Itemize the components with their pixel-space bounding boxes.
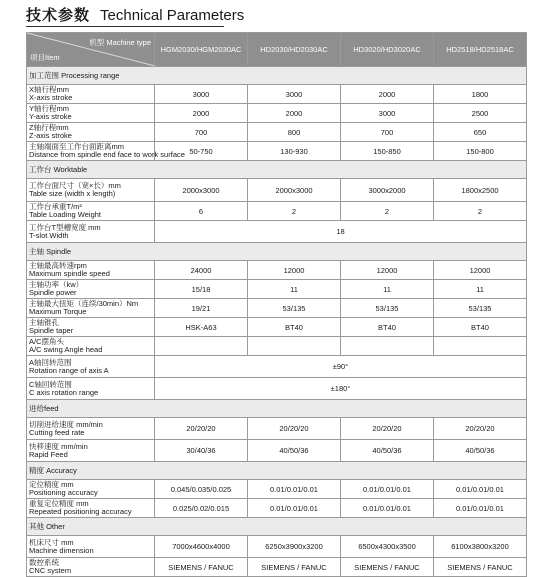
spec-value: 0.01/0.01/0.01 <box>248 480 341 499</box>
spec-value: 30/40/36 <box>155 440 248 462</box>
spec-value: 2 <box>434 202 527 221</box>
spec-value <box>434 337 527 356</box>
section-title: 进给feed <box>27 400 527 418</box>
spec-label-en: C axis rotation range <box>29 387 99 397</box>
spec-label <box>27 480 155 499</box>
spec-value: 20/20/20 <box>341 418 434 440</box>
spec-value: 20/20/20 <box>155 418 248 440</box>
spec-label-en: Distance from spindle end face to work surface <box>29 150 185 159</box>
spec-label-cn: 工作台T型槽宽度 mm <box>29 222 101 232</box>
section-title: 其他 Other <box>27 518 527 536</box>
spec-row <box>27 337 527 356</box>
spec-value: SIEMENS / FANUC <box>434 558 527 577</box>
spec-row <box>27 318 527 337</box>
spec-row <box>27 356 527 378</box>
spec-value: 2 <box>248 202 341 221</box>
spec-value: 0.01/0.01/0.01 <box>248 499 341 518</box>
spec-value: BT40 <box>341 318 434 337</box>
spec-row <box>27 558 527 577</box>
spec-label-en: Spindle taper <box>29 326 74 335</box>
spec-value: 700 <box>341 123 434 142</box>
section-header-row <box>27 67 527 85</box>
spec-value: 24000 <box>155 261 248 280</box>
spec-row <box>27 85 527 104</box>
spec-value: 7000x4600x4000 <box>155 536 248 558</box>
spec-row <box>27 499 527 518</box>
spec-label-en: Maximum Torque <box>29 307 87 316</box>
spec-label <box>27 104 155 123</box>
spec-value <box>155 337 248 356</box>
spec-value: 0.045/0.035/0.025 <box>155 480 248 499</box>
spec-value: 6 <box>155 202 248 221</box>
spec-table <box>26 32 527 577</box>
spec-value: 20/20/20 <box>434 418 527 440</box>
spec-label <box>27 318 155 337</box>
spec-value: 1800x2500 <box>434 179 527 202</box>
spec-label-cn: 重复定位精度 mm <box>29 499 89 508</box>
spec-label-cn: 定位精度 mm <box>29 480 74 489</box>
section-header-row <box>27 462 527 480</box>
spec-label-cn: X轴行程mm <box>29 85 69 94</box>
spec-value: SIEMENS / FANUC <box>248 558 341 577</box>
spec-row <box>27 299 527 318</box>
spec-label <box>27 123 155 142</box>
spec-label <box>27 261 155 280</box>
spec-value: 0.025/0.02/0.015 <box>155 499 248 518</box>
spec-value: 53/135 <box>341 299 434 318</box>
spec-value: 2000 <box>248 104 341 123</box>
model-header: HD2030/HD2030AC <box>248 33 341 67</box>
spec-value: 18 <box>155 221 527 243</box>
spec-label-en: Rapid Feed <box>29 449 68 459</box>
spec-value: 11 <box>248 280 341 299</box>
spec-value: 2000x3000 <box>155 179 248 202</box>
spec-label <box>27 299 155 318</box>
spec-value: 0.01/0.01/0.01 <box>434 480 527 499</box>
spec-label-cn: 主轴端面至工作台面距离mm <box>29 142 124 151</box>
title-chinese: 技术参数 <box>26 7 91 24</box>
spec-value: 2500 <box>434 104 527 123</box>
spec-value: 6500x4300x3500 <box>341 536 434 558</box>
spec-value: 12000 <box>434 261 527 280</box>
title-english: Technical Parameters <box>100 7 245 24</box>
spec-row <box>27 123 527 142</box>
spec-value <box>248 337 341 356</box>
section-title: 主轴 Spindle <box>27 243 527 261</box>
spec-row <box>27 280 527 299</box>
page-title <box>26 4 244 26</box>
spec-value: 0.01/0.01/0.01 <box>341 480 434 499</box>
spec-value: ±180° <box>155 378 527 400</box>
spec-label <box>27 378 155 400</box>
spec-label <box>27 356 155 378</box>
model-header: HD2518/HD2518AC <box>434 33 527 67</box>
header-diagonal-cell <box>27 33 155 67</box>
spec-row <box>27 418 527 440</box>
spec-label <box>27 499 155 518</box>
spec-label-en: T-slot Width <box>29 230 69 240</box>
spec-label-en: Z-axis stroke <box>29 131 72 140</box>
spec-value: 2000 <box>341 85 434 104</box>
spec-value: BT40 <box>434 318 527 337</box>
spec-value: 11 <box>434 280 527 299</box>
spec-label <box>27 536 155 558</box>
section-header-row <box>27 518 527 536</box>
spec-value: 3000x2000 <box>341 179 434 202</box>
spec-row <box>27 179 527 202</box>
spec-value: 0.01/0.01/0.01 <box>341 499 434 518</box>
spec-value: 40/50/36 <box>248 440 341 462</box>
spec-label <box>27 202 155 221</box>
spec-value: 6250x3900x3200 <box>248 536 341 558</box>
item-label: 项目Item <box>30 53 60 62</box>
spec-value: 19/21 <box>155 299 248 318</box>
spec-value: ±90° <box>155 356 527 378</box>
spec-value: 53/135 <box>434 299 527 318</box>
spec-row <box>27 378 527 400</box>
spec-label-en: Spindle power <box>29 288 77 297</box>
spec-label-cn: 快移速度 mm/min <box>29 441 88 451</box>
spec-row <box>27 536 527 558</box>
spec-row <box>27 104 527 123</box>
spec-value: 130-930 <box>248 142 341 161</box>
spec-label-cn: Z轴行程mm <box>29 123 69 132</box>
spec-label-cn: 主轴最大扭矩（连续/30min）Nm <box>29 299 139 308</box>
spec-label-cn: 机床尺寸 mm <box>29 537 74 547</box>
title-underline <box>26 26 224 27</box>
spec-label-cn: 切削进给速度 mm/min <box>29 419 103 429</box>
section-title: 精度 Accuracy <box>27 462 527 480</box>
spec-value: 12000 <box>248 261 341 280</box>
spec-value: 650 <box>434 123 527 142</box>
spec-value: 40/50/36 <box>341 440 434 462</box>
spec-value <box>341 337 434 356</box>
spec-row <box>27 480 527 499</box>
spec-value: 40/50/36 <box>434 440 527 462</box>
spec-label-cn: A/C摆角头 <box>29 337 65 346</box>
spec-label-cn: 主轴功率（kw） <box>29 280 84 289</box>
spec-value: 3000 <box>248 85 341 104</box>
spec-value: 11 <box>341 280 434 299</box>
spec-label-en: X-axis stroke <box>29 93 73 102</box>
spec-value: 50-750 <box>155 142 248 161</box>
spec-value: 20/20/20 <box>248 418 341 440</box>
spec-label-en: Table size (width x length) <box>29 189 116 198</box>
spec-label-cn: 数控系统 <box>29 558 59 567</box>
model-header: HD3020/HD3020AC <box>341 33 434 67</box>
spec-label-cn: Y轴行程mm <box>29 104 69 113</box>
section-header-row <box>27 161 527 179</box>
spec-label-en: Y-axis stroke <box>29 112 72 121</box>
spec-value: BT40 <box>248 318 341 337</box>
spec-value: 15/18 <box>155 280 248 299</box>
spec-label-en: Rotation range of axis A <box>29 365 109 375</box>
spec-label <box>27 558 155 577</box>
spec-label-cn: C轴回转范围 <box>29 379 72 389</box>
spec-value: 12000 <box>341 261 434 280</box>
spec-label <box>27 418 155 440</box>
spec-label-cn: A轴回转范围 <box>29 357 72 367</box>
spec-value: 2000 <box>155 104 248 123</box>
spec-label-en: Machine dimension <box>29 545 94 555</box>
spec-label-en: Maximum spindle speed <box>29 269 110 278</box>
spec-row <box>27 142 527 161</box>
spec-label <box>27 85 155 104</box>
spec-value: 150-800 <box>434 142 527 161</box>
spec-row <box>27 202 527 221</box>
spec-row <box>27 261 527 280</box>
spec-value: 2000x3000 <box>248 179 341 202</box>
spec-label <box>27 179 155 202</box>
spec-label-en: Positioning accuracy <box>29 488 98 497</box>
section-header-row <box>27 400 527 418</box>
spec-label-cn: 主轴最高转速rpm <box>29 261 87 270</box>
model-type-label: 机型 Machine type <box>89 38 151 47</box>
model-header: HGM2030/HGM2030AC <box>155 33 248 67</box>
spec-value: SIEMENS / FANUC <box>341 558 434 577</box>
spec-label-en: Table Loading Weight <box>29 210 101 219</box>
spec-label-en: Repeated positioning accuracy <box>29 507 132 516</box>
spec-value: 2 <box>341 202 434 221</box>
spec-value: 1800 <box>434 85 527 104</box>
spec-label-en: A/C swing Angle head <box>29 345 103 354</box>
spec-label <box>27 221 155 243</box>
spec-label <box>27 142 185 161</box>
spec-label <box>27 440 155 462</box>
spec-value: SIEMENS / FANUC <box>155 558 248 577</box>
spec-label <box>27 337 155 356</box>
spec-row <box>27 440 527 462</box>
spec-label <box>27 280 155 299</box>
section-title: 加工范围 Processing range <box>27 67 527 85</box>
spec-label-cn: 工作台承重T/m² <box>29 202 82 211</box>
spec-value: 3000 <box>155 85 248 104</box>
spec-label-cn: 主轴锥孔 <box>29 318 59 327</box>
spec-value: 6100x3800x3200 <box>434 536 527 558</box>
spec-value: 0.01/0.01/0.01 <box>434 499 527 518</box>
section-title: 工作台 Worktable <box>27 161 527 179</box>
spec-value: 53/135 <box>248 299 341 318</box>
spec-row <box>27 221 527 243</box>
spec-label-en: CNC system <box>29 566 72 575</box>
spec-value: HSK-A63 <box>155 318 248 337</box>
spec-value: 150-850 <box>341 142 434 161</box>
spec-value: 700 <box>155 123 248 142</box>
section-header-row <box>27 243 527 261</box>
spec-label-cn: 工作台面尺寸（宽×长）mm <box>29 181 121 190</box>
spec-value: 3000 <box>341 104 434 123</box>
header-row <box>27 33 527 67</box>
spec-label-en: Cutting feed rate <box>29 427 85 437</box>
spec-value: 800 <box>248 123 341 142</box>
